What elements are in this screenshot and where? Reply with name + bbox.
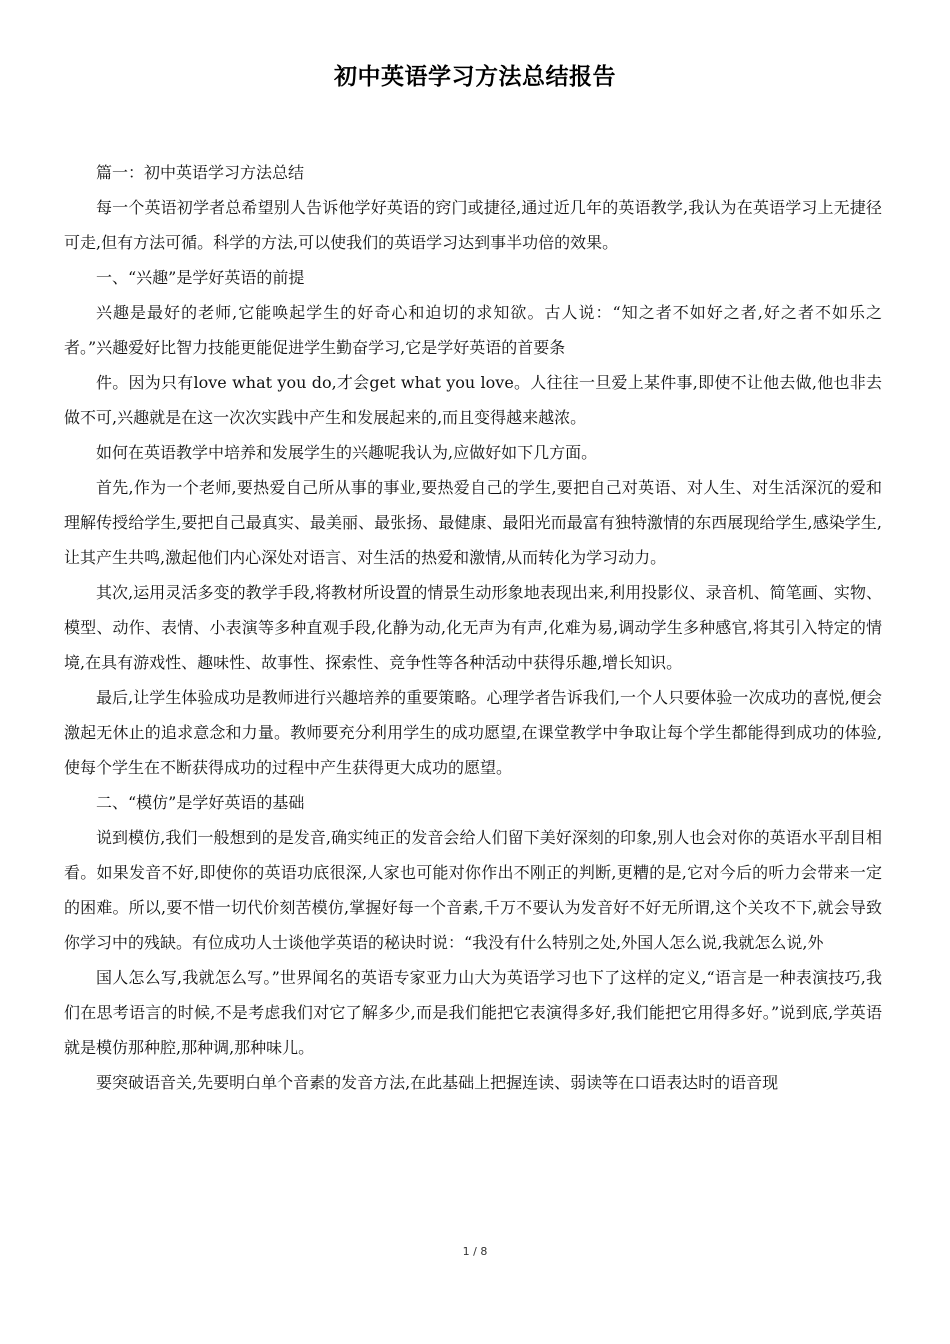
- paragraph: 说到模仿,我们一般想到的是发音,确实纯正的发音会给人们留下美好深刻的印象,别人也会对你的英语水平刮目相看。如果发音不好,即使你的英语功底很深,人家也可能对你作出不刚正的判断,更糟的是,它对今后的听力会带来一定的困难。所以,要不惜一切代价刻苦模仿,掌握好每一个音素,千万不要认为发音好不好无所谓,这个关攻不下,就会导致你学习中的残缺。有位成功人士谈他学英语的秘诀时说：“我没有什么特别之处,外国人怎么说,我就怎么说,外: [64, 828, 882, 952]
- paragraph: 如何在英语教学中培养和发展学生的兴趣呢我认为,应做好如下几方面。: [96, 443, 598, 462]
- paragraph: 其次,运用灵活多变的教学手段,将教材所设置的情景生动形象地表现出来,利用投影仪、录音机、简笔画、实物、模型、动作、表情、小表演等多种直观手段,化静为动,化无声为有声,化难为易,调动学生多种感官,将其引入特定的情境,在具有游戏性、趣味性、故事性、探索性、竞争性等各种活动中获得乐趣,增长知识。: [64, 583, 882, 672]
- paragraph: 要突破语音关,先要明白单个音素的发音方法,在此基础上把握连读、弱读等在口语表达时的语音现: [96, 1073, 779, 1092]
- paragraph: 最后,让学生体验成功是教师进行兴趣培养的重要策略。心理学者告诉我们,一个人只要体验一次成功的喜悦,便会激起无休止的追求意念和力量。教师要充分利用学生的成功愿望,在课堂教学中争取让每个学生都能得到成功的体验,使每个学生在不断获得成功的过程中产生获得更大成功的愿望。: [64, 688, 882, 777]
- paragraph: 每一个英语初学者总希望别人告诉他学好英语的窍门或捷径,通过近几年的英语教学,我认为在英语学习上无捷径可走,但有方法可循。科学的方法,可以使我们的英语学习达到事半功倍的效果。: [64, 198, 882, 252]
- document-body: [64, 155, 882, 1100]
- section-heading: 篇一：初中英语学习方法总结: [96, 163, 305, 182]
- document-title: 初中英语学习方法总结报告: [334, 64, 616, 90]
- section-heading: 一、“兴趣”是学好英语的前提: [96, 268, 305, 287]
- paragraph: 国人怎么写,我就怎么写。”世界闻名的英语专家亚力山大为英语学习也下了这样的定义,“语言是一种表演技巧,我们在思考语言的时候,不是考虑我们对它了解多少,而是我们能把它表演得多好,我们能把它用得多好。”说到底,学英语就是模仿那种腔,那种调,那种味儿。: [64, 968, 882, 1057]
- section-heading: 二、“模仿”是学好英语的基础: [96, 793, 305, 812]
- paragraph: 件。因为只有love what you do,才会get what you love。人往往一旦爱上某件事,即使不让他去做,他也非去做不可,兴趣就是在这一次次实践中产生和发展起来的,而且变得越来越浓。: [64, 373, 882, 427]
- paragraph: 首先,作为一个老师,要热爱自己所从事的事业,要热爱自己的学生,要把自己对英语、对人生、对生活深沉的爱和理解传授给学生,要把自己最真实、最美丽、最张扬、最健康、最阳光而最富有独特激情的东西展现给学生,感染学生,让其产生共鸣,激起他们内心深处对语言、对生活的热爱和激情,从而转化为学习动力。: [64, 478, 882, 567]
- page-number: 1 / 8: [462, 1245, 488, 1258]
- paragraph: 兴趣是最好的老师,它能唤起学生的好奇心和迫切的求知欲。古人说：“知之者不如好之者,好之者不如乐之者。”兴趣爱好比智力技能更能促进学生勤奋学习,它是学好英语的首要条: [64, 303, 882, 357]
